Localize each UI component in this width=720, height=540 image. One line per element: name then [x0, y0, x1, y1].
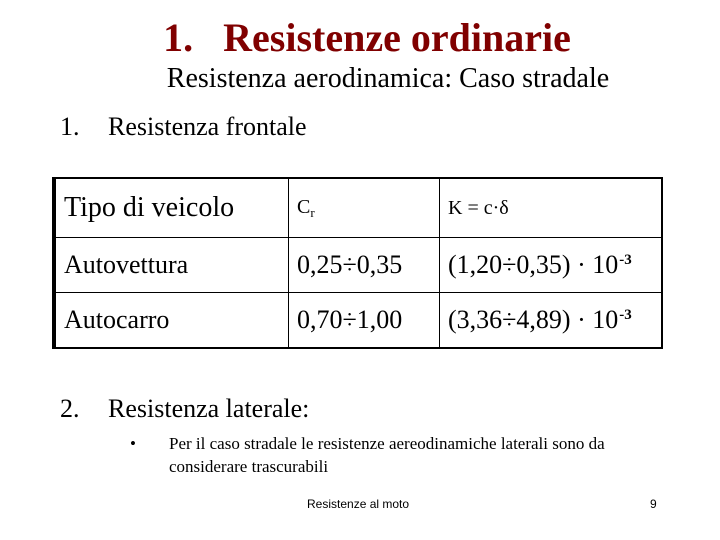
header-cr-subscript: r [310, 204, 315, 220]
title-text: Resistenze ordinarie [223, 15, 571, 60]
cell-vehicle: Autovettura [55, 238, 289, 293]
section-frontal-resistance [60, 112, 307, 142]
title-number: 1. [163, 15, 194, 60]
slide-title [0, 14, 720, 61]
cell-k-exponent: -3 [619, 252, 632, 268]
section-label: Resistenza laterale: [108, 394, 310, 423]
cell-k-exponent: -3 [619, 307, 632, 323]
bullet-item [130, 432, 670, 478]
cell-cr: 0,70÷1,00 [289, 293, 440, 349]
header-k: K = c·δ [440, 178, 663, 238]
bullet-icon: • [130, 434, 136, 453]
section-lateral-resistance [60, 394, 309, 424]
cell-vehicle: Autocarro [55, 293, 289, 349]
cell-cr: 0,25÷0,35 [289, 238, 440, 293]
table-row [55, 293, 662, 349]
cell-k [440, 238, 663, 293]
section-number: 1. [60, 112, 80, 141]
section-label: Resistenza frontale [108, 112, 307, 141]
cell-k-value: (1,20÷0,35) · 10 [448, 250, 619, 279]
page-number: 9 [650, 497, 657, 511]
table-row [55, 238, 662, 293]
cell-k-value: (3,36÷4,89) · 10 [448, 305, 619, 334]
resistance-table [54, 177, 663, 349]
table-header-row [55, 178, 662, 238]
cell-k [440, 293, 663, 349]
header-cr-symbol: C [297, 195, 311, 218]
header-cr [289, 178, 440, 238]
footer-text: Resistenze al moto [307, 497, 410, 511]
slide-subtitle: Resistenza aerodinamica: Caso stradale [166, 63, 610, 94]
header-vehicle-type: Tipo di veicolo [55, 178, 289, 238]
bullet-text: Per il caso stradale le resistenze aereodinamiche laterali sono da considerare trascurabili [169, 434, 605, 476]
section-number: 2. [60, 394, 80, 423]
